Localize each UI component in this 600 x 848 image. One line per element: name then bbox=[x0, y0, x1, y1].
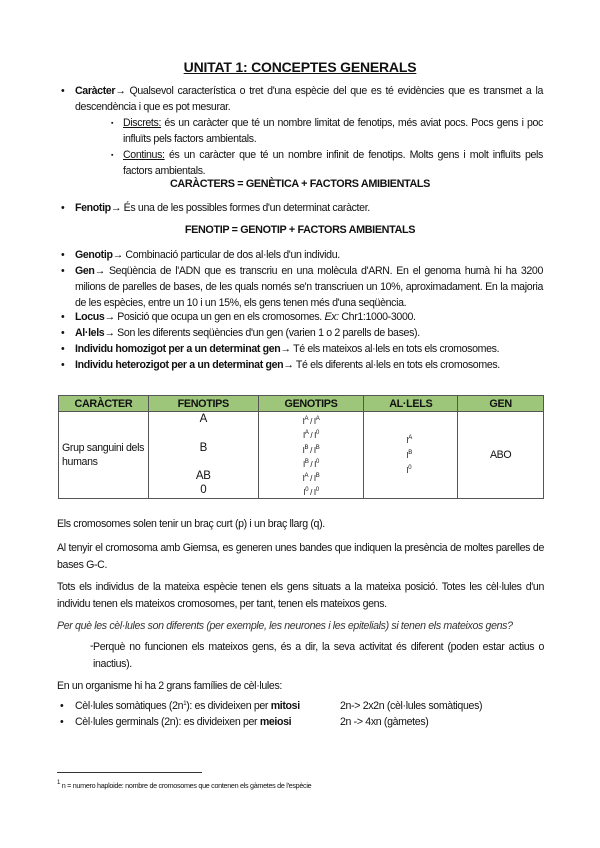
allele-value: $I^B$ bbox=[406, 450, 412, 461]
definition-text: Té els mateixos al·lels en tots els cromosomes. bbox=[290, 343, 500, 355]
term: Discrets: bbox=[123, 117, 162, 129]
term: Caràcter bbox=[75, 85, 116, 97]
definition-text: És una de les possibles formes d'un determinat caràcter. bbox=[121, 202, 370, 214]
fenotip-value bbox=[149, 455, 258, 469]
arrow-icon: → bbox=[94, 265, 105, 277]
definition-text: Posició que ocupa un gen en els cromosomes. bbox=[114, 311, 325, 323]
definition-text: Qualsevol característica o tret d'una espècie del que es té evidències que es transmet a la descendència i que es pot mesurar. bbox=[75, 85, 543, 113]
arrow-icon: → bbox=[112, 249, 123, 261]
footnote bbox=[57, 780, 311, 790]
term: Locus bbox=[75, 311, 105, 323]
cell-caracter: Grup sanguini dels humans bbox=[59, 412, 149, 499]
definition-text: és un caràcter que té un nombre infinit de fenotips. Molts gens i molt influïts pels factors ambientals. bbox=[123, 149, 543, 177]
definition-text: Seqüència de l'ADN que es transcriu en una molècula d'ARN. En el genoma humà hi ha 3200 milions de parelles de bases, de les quals només se'n transcriuen un 10%, aproximadament. En la majoria de les espècies, entre un 10 i un 15%, els gens tenen més d'una seqüència. bbox=[75, 265, 543, 309]
definition-alleles bbox=[75, 326, 543, 342]
footnote-divider bbox=[57, 772, 202, 773]
term: Gen bbox=[75, 265, 95, 277]
allele-value: $I^0$ bbox=[406, 465, 412, 476]
fenotip-value bbox=[149, 426, 258, 440]
header-caracter: CARÀCTER bbox=[59, 396, 149, 412]
paragraph-arms: Els cromosomes solen tenir un braç curt (p) i un braç llarg (q). bbox=[57, 518, 325, 530]
cell-family-item: • Cèl·lules somàtiques $(2n^1)$: es divideixen per mitosi 2n-> 2x2n (cèl·lules somàtiques) bbox=[60, 700, 483, 712]
table-row bbox=[59, 412, 544, 499]
example-text: Chr1:1000-3000. bbox=[338, 311, 416, 323]
definition-genotip bbox=[75, 248, 543, 264]
fenotip-value: AB bbox=[195, 470, 211, 483]
paragraph-giemsa: Al tenyir el cromosoma amb Giemsa, es generen unes bandes que indiquen la presència de moltes parelles de bases G-C. bbox=[57, 542, 544, 571]
cell-family-item: • Cèl·lules germinals (2n): es divideixen per meiosi 2n -> 4xn (gàmetes) bbox=[60, 715, 429, 728]
definition-text: Té els diferents al·lels en tots els cromosomes. bbox=[293, 359, 500, 371]
header-genotips: GENOTIPS bbox=[258, 396, 364, 412]
genotip-value: $I^A / I^0$ bbox=[303, 430, 320, 441]
definition-gen bbox=[75, 264, 543, 311]
genotip-value: $I^0 / I^0$ bbox=[303, 487, 319, 498]
equation-caracters: CARÀCTERS = GENÈTICA + FACTORS AMIBIENTALS bbox=[169, 178, 431, 190]
definition-fenotip bbox=[75, 201, 543, 217]
blood-group-table bbox=[58, 395, 544, 499]
footnote-text: n = numero haploide: nombre de cromosomes que contenen els gàmetes de l'espècie bbox=[60, 781, 312, 790]
arrow-icon: → bbox=[110, 202, 122, 214]
cell-genotips bbox=[258, 412, 364, 499]
term: Genotip bbox=[75, 249, 113, 261]
example-label: Ex: bbox=[324, 311, 339, 323]
cell-fenotips bbox=[148, 412, 258, 499]
allele-value: $I^A$ bbox=[406, 435, 412, 446]
genotip-value: $I^B / I^B$ bbox=[302, 444, 320, 455]
fenotip-value: 0 bbox=[200, 484, 207, 497]
arrow-icon: → bbox=[115, 85, 126, 97]
header-alleles: AL·LELS bbox=[364, 396, 458, 412]
definition-text: és un caràcter que té un nombre limitat de fenotips, més aviat pocs. Pocs gens i poc influïts pels factors ambientals. bbox=[123, 117, 543, 145]
definition-caracter bbox=[75, 84, 543, 116]
header-fenotips: FENOTIPS bbox=[148, 396, 258, 412]
genotip-value: $I^A / I^B$ bbox=[302, 473, 320, 484]
definition-locus bbox=[75, 310, 543, 326]
term: Individu homozigot per a un determinat gen bbox=[75, 343, 281, 355]
definition-discrets bbox=[123, 116, 543, 148]
answer: Perquè no funcionen els mateixos gens, és a dir, la seva activitat és diferent (poden estar actius o inactius). bbox=[93, 641, 544, 670]
page-title: UNITAT 1: CONCEPTES GENERALS bbox=[183, 59, 417, 75]
header-gen: GEN bbox=[458, 396, 544, 412]
fenotip-value: B bbox=[199, 441, 207, 454]
paragraph-families: En un organisme hi ha 2 grans famílies de cèl·lules: bbox=[57, 680, 282, 692]
term: Individu heterozigot per a un determinat gen bbox=[75, 359, 284, 371]
term: Al·lels bbox=[75, 327, 105, 339]
term: Fenotip bbox=[75, 202, 111, 214]
definition-text: Son les diferents seqüències d'un gen (varien 1 o 2 parells de bases). bbox=[114, 327, 420, 339]
table-header-row bbox=[59, 396, 544, 412]
definition-homozigot bbox=[75, 342, 543, 358]
genotip-value: $I^A / I^A$ bbox=[302, 416, 320, 426]
arrow-icon: → bbox=[280, 343, 291, 355]
question: Per què les cèl·lules son diferents (per exemple, les neurones i les epitelials) si tenen els mateixos gens? bbox=[57, 620, 513, 632]
arrow-icon: → bbox=[104, 311, 115, 323]
definition-heterozigot bbox=[75, 358, 543, 374]
cell-gen: ABO bbox=[458, 412, 544, 499]
fenotip-value: A bbox=[199, 413, 207, 425]
cell-alleles bbox=[364, 412, 458, 499]
dash-marker: - bbox=[90, 640, 94, 652]
term: Continus: bbox=[123, 149, 165, 161]
genotip-value: $I^B / I^0$ bbox=[303, 458, 320, 469]
definition-continus bbox=[123, 148, 543, 180]
formula: 2n -> 4xn (gàmetes) bbox=[340, 715, 429, 728]
paragraph-same-genes: Tots els individus de la mateixa espècie tenen els gens situats a la mateixa posició. Totes les cèl·lules d'un individu tenen els mateixos cromosomes, per tant, tenen els mateixos gens. bbox=[57, 581, 544, 610]
definition-text: Combinació particular de dos al·lels d'un individu. bbox=[122, 249, 340, 261]
footnote-mark: 1 bbox=[57, 780, 61, 786]
arrow-icon: → bbox=[283, 359, 294, 371]
equation-fenotip: FENOTIP = GENOTIP + FACTORS AMBIENTALS bbox=[184, 224, 416, 236]
formula: 2n-> 2x2n (cèl·lules somàtiques) bbox=[340, 700, 483, 712]
arrow-icon: → bbox=[104, 327, 115, 339]
